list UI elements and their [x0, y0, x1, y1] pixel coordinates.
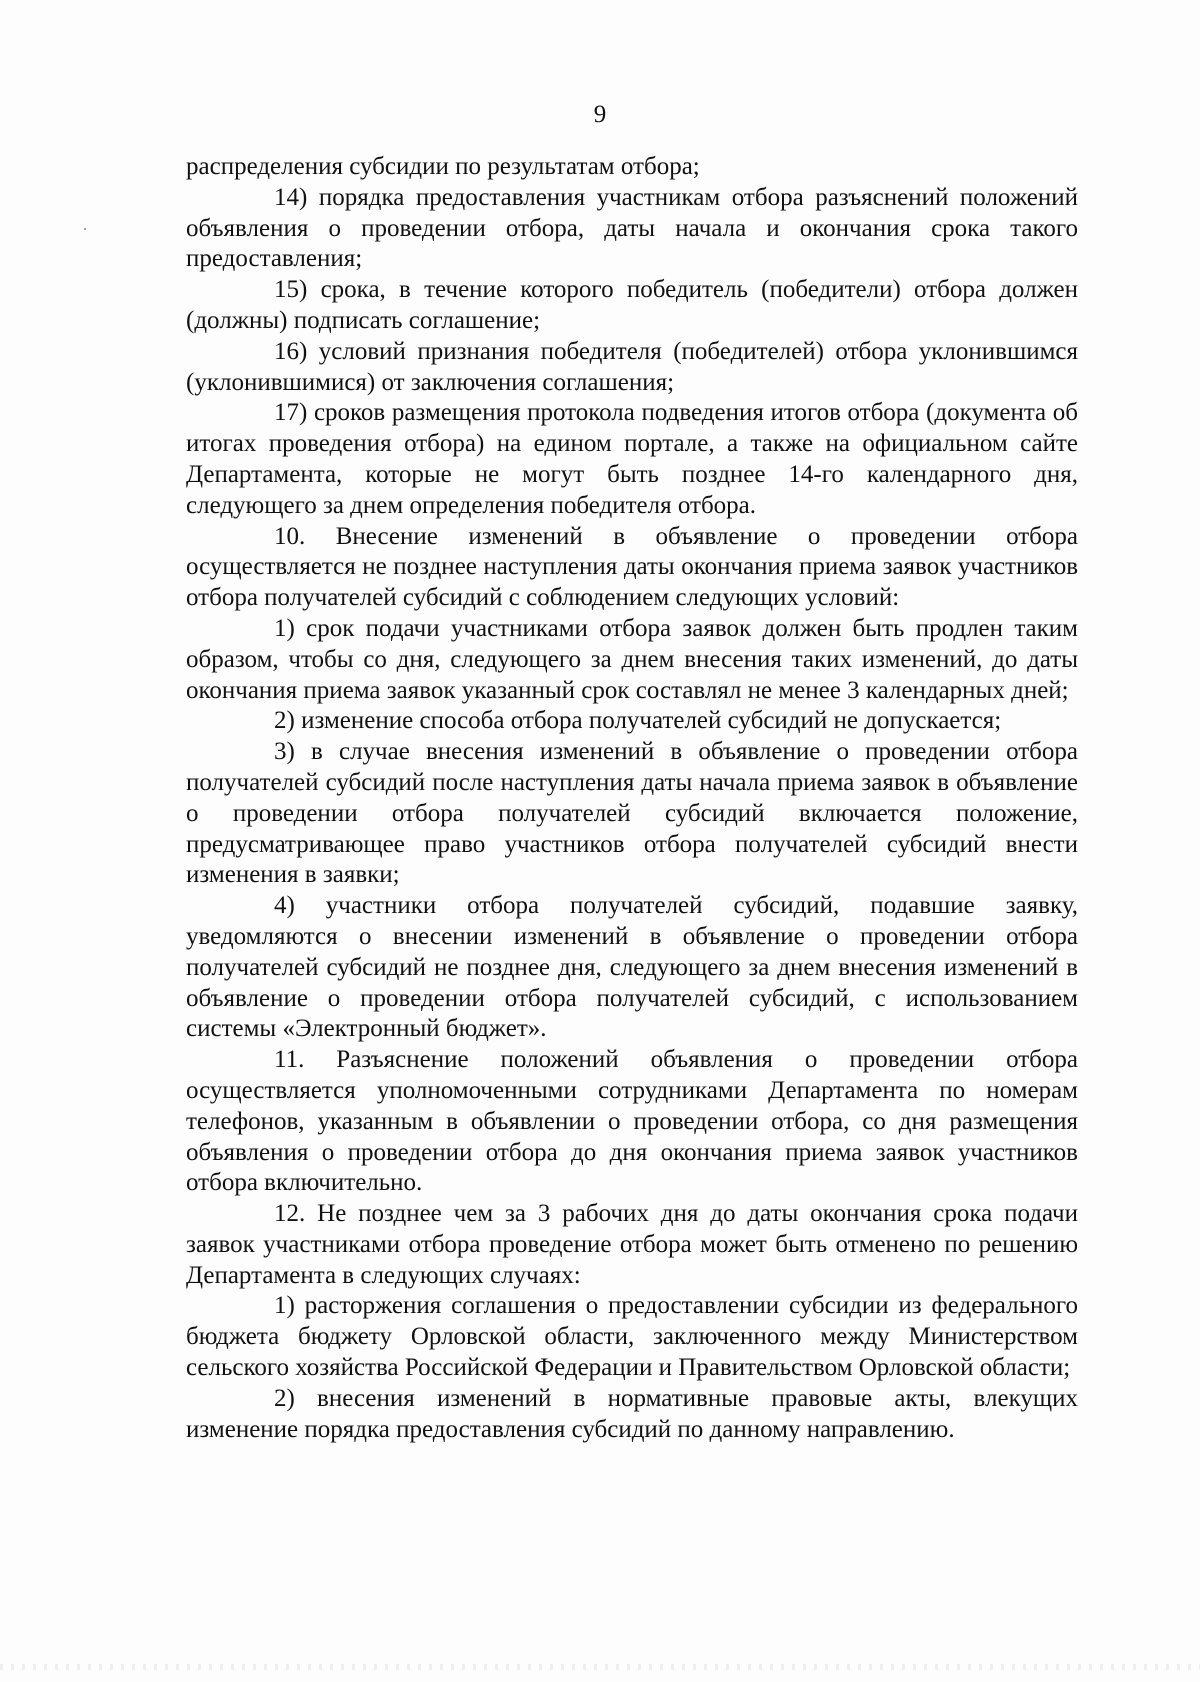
scan-edge-noise: [0, 1664, 1200, 1670]
paragraph-section-10-item-1: 1) срок подачи участниками отбора заявок должен быть продлен таким образом, чтобы со дня, следующего за днем внесения таких изменений, до даты окончания приема заявок указанный срок составлял не менее 3 календарных дней;: [186, 614, 1078, 704]
paragraph-section-12-item-2: 2) внесения изменений в нормативные правовые акты, влекущих изменение порядка предоставления субсидий по данному направлению.: [186, 1384, 1078, 1443]
paragraph-item-15: 15) срока, в течение которого победитель (победители) отбора должен (должны) подписать соглашение;: [186, 276, 1078, 334]
paragraph-continuation: распределения субсидии по результатам отбора;: [186, 153, 700, 180]
paragraph-section-12-item-1: 1) расторжения соглашения о предоставлении субсидии из федерального бюджета бюджету Орловской области, заключенного между Министерством сельского хозяйства Российской Федерации и Правительством Орловской области;: [186, 1292, 1078, 1382]
document-body: [186, 152, 1078, 1445]
page-number: 9: [593, 101, 607, 128]
paragraph-item-17: 17) сроков размещения протокола подведения итогов отбора (документа об итогах проведения отбора) на едином портале, а также на официальном сайте Департамента, которые не могут быть позднее 14-го календарного дня, следующего за днем определения победителя отбора.: [186, 399, 1078, 519]
paragraph-section-10-item-2: 2) изменение способа отбора получателей субсидий не допускается;: [274, 707, 1002, 735]
scan-speck: [84, 228, 86, 230]
paragraph-section-10: 10. Внесение изменений в объявление о проведении отбора осуществляется не позднее наступления даты окончания приема заявок участников отбора получателей субсидий с соблюдением следующих условий:: [186, 522, 1078, 612]
paragraph-section-10-item-4: 4) участники отбора получателей субсидий, подавшие заявку, уведомляются о внесении изменений в объявление о проведении отбора получателей субсидий не позднее дня, следующего за днем внесения изменений в объявление о проведении отбора получателей субсидий, с использованием системы «Электронный бюджет».: [186, 892, 1078, 1043]
paragraph-item-16: 16) условий признания победителя (победителей) отбора уклонившимся (уклонившимися) от заключения соглашения;: [186, 337, 1078, 396]
paragraph-item-14: 14) порядка предоставления участникам отбора разъяснений положений объявления о проведении отбора, даты начала и окончания срока такого предоставления;: [186, 183, 1078, 273]
paragraph-section-11: 11. Разъяснение положений объявления о проведении отбора осуществляется уполномоченными сотрудниками Департамента по номерам телефонов, указанным в объявлении о проведении отбора, со дня размещения объявления о проведении отбора до дня окончания приема заявок участников отбора включительно.: [186, 1046, 1078, 1197]
paragraph-section-10-item-3: 3) в случае внесения изменений в объявление о проведении отбора получателей субсидий после наступления даты начала приема заявок в объявление о проведении отбора получателей субсидий включается положение, предусматривающее право участников отбора получателей субсидий внести изменения в заявки;: [186, 738, 1078, 889]
paragraph-section-12: 12. Не позднее чем за 3 рабочих дня до даты окончания срока подачи заявок участниками отбора проведение отбора может быть отменено по решению Департамента в следующих случаях:: [186, 1200, 1078, 1289]
